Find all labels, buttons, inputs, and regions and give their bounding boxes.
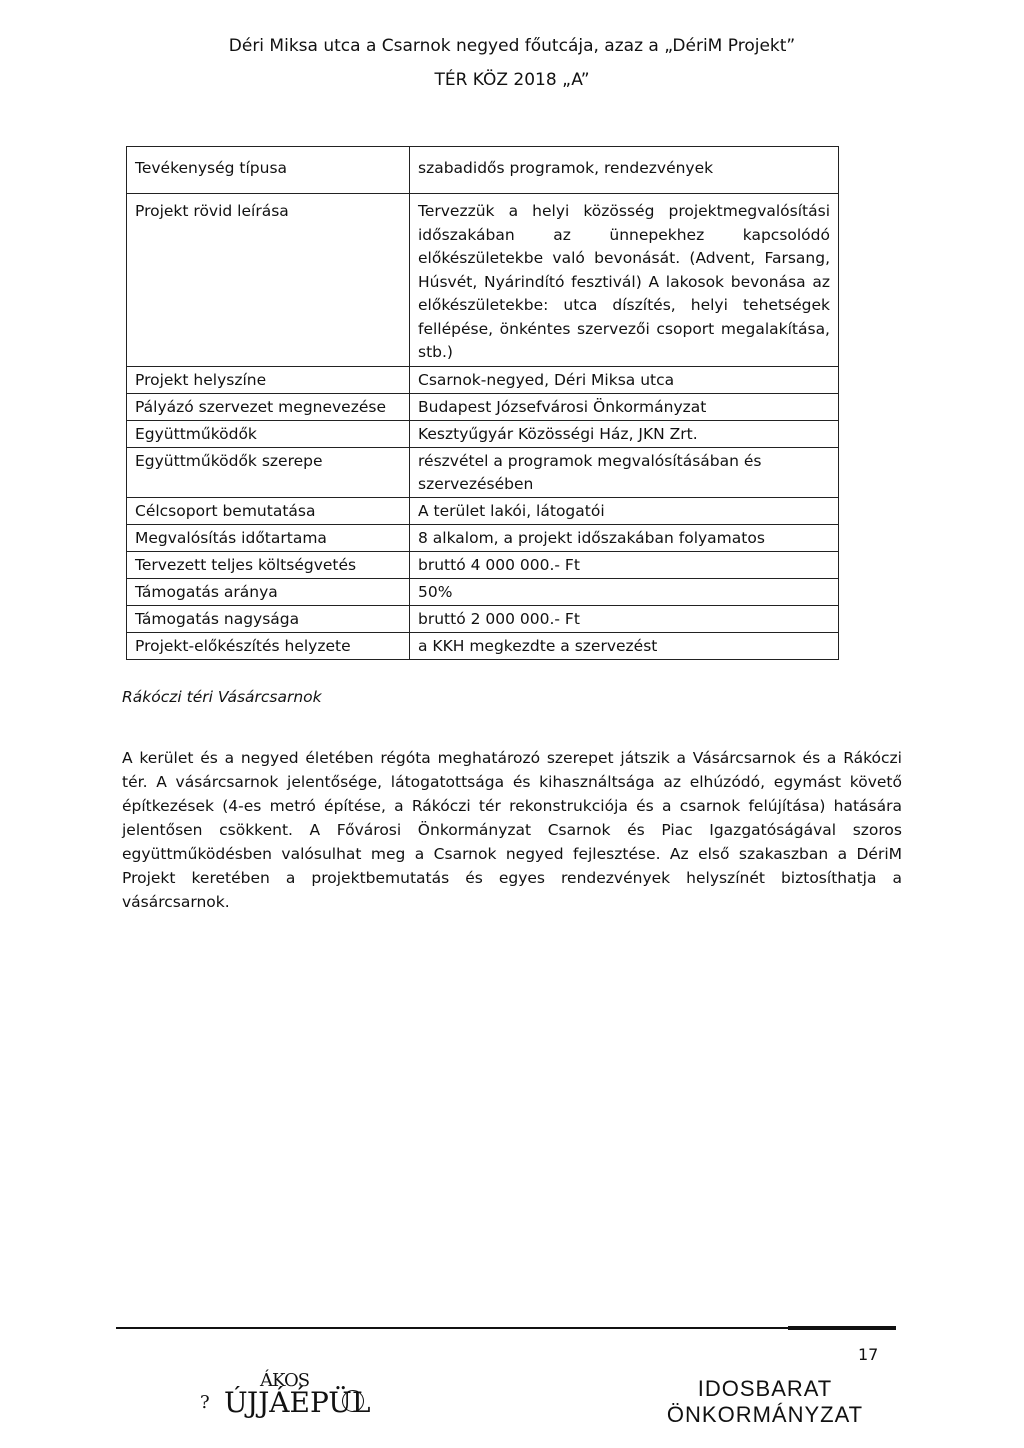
row-value: a KKH megkezdte a szervezést xyxy=(410,632,839,659)
row-value: részvétel a programok megvalósításában és szervezésében xyxy=(410,447,839,497)
table-row xyxy=(127,497,839,524)
table-row xyxy=(127,524,839,551)
section-title: Rákóczi téri Vásárcsarnok xyxy=(122,688,322,706)
footer-divider-accent xyxy=(788,1326,896,1330)
logo-right-line1: IDOSBARAT xyxy=(697,1376,833,1401)
row-label: Tevékenység típusa xyxy=(127,147,410,194)
row-value: Tervezzük a helyi közösség projektmegvalósítási időszakában az ünnepekhez kapcsolódó előkészületekbe való bevonását. (Advent, Farsang, Húsvét, Nyárindító fesztivál) A lakosok bevonása az előkészületekbe: utca díszítés, helyi tehetségek fellépése, önkéntes szervezői csoport megalakítása, stb.) xyxy=(410,194,839,367)
row-value: bruttó 2 000 000.- Ft xyxy=(410,605,839,632)
table-row xyxy=(127,147,839,194)
row-label: Megvalósítás időtartama xyxy=(127,524,410,551)
table-row xyxy=(127,605,839,632)
row-value: 8 alkalom, a projekt időszakában folyamatos xyxy=(410,524,839,551)
row-label: Pályázó szervezet megnevezése xyxy=(127,393,410,420)
row-label: Projekt helyszíne xyxy=(127,366,410,393)
table-row xyxy=(127,578,839,605)
project-info-table xyxy=(126,146,839,660)
ujjaepul-logo xyxy=(200,1370,410,1430)
section-paragraph: A kerület és a negyed életében régóta meghatározó szerepet játszik a Vásárcsarnok és a Rákóczi tér. A vásárcsarnok jelentősége, látogatottsága és kihasználtsága az elhúzódó, egymást követő építkezések (4-es metró építése, a Rákóczi tér rekonstrukciója és a csarnok felújítása) hatására jelentősen csökkent. A Fővárosi Önkormányzat Csarnok és Piac Igazgatóságával szoros együttműködésben valósulhat meg a Csarnok negyed fejlesztése. Az első szakaszban a DériM Projekt keretében a projektbemutatás és egyes rendezvények helyszínét biztosíthatja a vásárcsarnok. xyxy=(122,749,902,911)
table-row xyxy=(127,447,839,497)
logo-seal-icon xyxy=(342,1390,364,1412)
row-value: A terület lakói, látogatói xyxy=(410,497,839,524)
table-row xyxy=(127,551,839,578)
footer-divider xyxy=(116,1327,896,1329)
row-label: Célcsoport bemutatása xyxy=(127,497,410,524)
row-label: Projekt rövid leírása xyxy=(127,194,410,367)
row-label: Projekt-előkészítés helyzete xyxy=(127,632,410,659)
row-value: 50% xyxy=(410,578,839,605)
row-value: szabadidős programok, rendezvények xyxy=(410,147,839,194)
row-value: Budapest Józsefvárosi Önkormányzat xyxy=(410,393,839,420)
table-row xyxy=(127,194,839,367)
table-row xyxy=(127,420,839,447)
idosbarat-logo xyxy=(650,1376,880,1428)
row-label: Tervezett teljes költségvetés xyxy=(127,551,410,578)
row-value: Kesztyűgyár Közösségi Ház, JKN Zrt. xyxy=(410,420,839,447)
row-value: bruttó 4 000 000.- Ft xyxy=(410,551,839,578)
row-label: Támogatás aránya xyxy=(127,578,410,605)
row-value: Csarnok-negyed, Déri Miksa utca xyxy=(410,366,839,393)
logo-mark: ÁKOS xyxy=(260,1370,310,1391)
table-row xyxy=(127,632,839,659)
row-label: Támogatás nagysága xyxy=(127,605,410,632)
table-row xyxy=(127,393,839,420)
header-title: Déri Miksa utca a Csarnok negyed főutcája, azaz a „DériM Projekt” xyxy=(228,36,796,56)
logo-prefix: ? xyxy=(200,1392,210,1413)
page-number: 17 xyxy=(858,1345,879,1364)
table-row xyxy=(127,366,839,393)
header-subtitle: TÉR KÖZ 2018 „A” xyxy=(434,70,590,90)
row-label: Együttműködők szerepe xyxy=(127,447,410,497)
row-label: Együttműködők xyxy=(127,420,410,447)
logo-right-line2: ÖNKORMÁNYZAT xyxy=(666,1402,864,1427)
logo-wordmark: ÚJJÁÉPÜL xyxy=(224,1386,371,1419)
